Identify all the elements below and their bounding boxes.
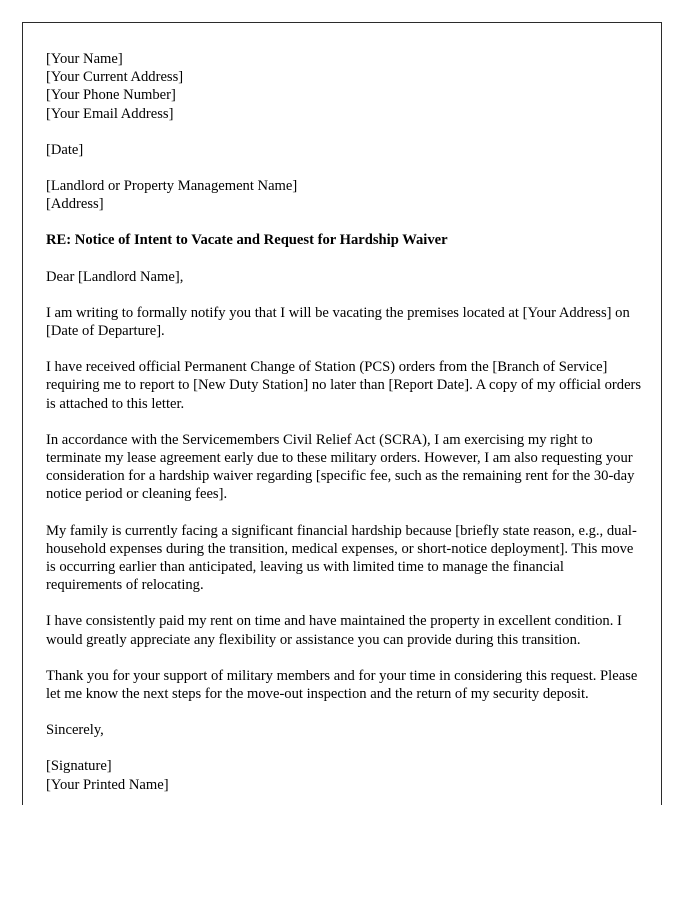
recipient-name: [Landlord or Property Management Name] bbox=[46, 178, 298, 195]
signature-block bbox=[46, 757, 643, 793]
body-paragraph-5: I have consistently paid my rent on time and have maintained the property in excellent condition. I would greatly appreciate any flexibility or assistance you can provide during this transition. bbox=[46, 613, 622, 648]
sender-address-block bbox=[46, 50, 643, 123]
body-paragraph-2: I have received official Permanent Change of Station (PCS) orders from the [Branch of Service] requiring me to report to [New Duty Station] no later than [Report Date]. A copy of my official orders is attached to this letter. bbox=[46, 359, 642, 412]
sender-email: [Your Email Address] bbox=[46, 105, 174, 122]
sender-phone: [Your Phone Number] bbox=[46, 87, 176, 104]
body-paragraph-6: Thank you for your support of military members and for your time in considering this request. Please let me know the next steps for the move-out inspection and the return of my security deposit. bbox=[46, 667, 638, 703]
letter-body bbox=[46, 50, 643, 794]
sender-name: [Your Name] bbox=[46, 51, 123, 67]
signature-placeholder: [Signature] bbox=[46, 758, 112, 775]
salutation-line: Dear [Landlord Name], bbox=[46, 268, 184, 285]
date-block bbox=[46, 141, 643, 159]
recipient-address: [Address] bbox=[46, 196, 104, 213]
body-paragraph-4: My family is currently facing a significant financial hardship because [briefly state reason, e.g., dual-household expenses during the transition, medical expenses, or short-notice deployment]. This move is occurring earlier than anticipated, leaving us with limited time to manage the financial requirements of relocating. bbox=[46, 522, 637, 594]
recipient-address-block bbox=[46, 177, 643, 213]
letter-date: [Date] bbox=[46, 141, 84, 158]
subject-line: RE: Notice of Intent to Vacate and Request for Hardship Waiver bbox=[46, 232, 448, 249]
sender-address: [Your Current Address] bbox=[46, 69, 184, 86]
closing-valediction: Sincerely, bbox=[46, 722, 104, 739]
body-paragraph-1: I am writing to formally notify you that I will be vacating the premises located at [Your Address] on [Date of Departure]. bbox=[46, 304, 630, 340]
body-paragraph-3: In accordance with the Servicemembers Civil Relief Act (SCRA), I am exercising my right to terminate my lease agreement early due to these military orders. However, I am also requesting your consideration for a hardship waiver regarding [specific fee, such as the remaining rent for the 30-day notice period or cleaning fees]. bbox=[46, 431, 635, 503]
printed-name-placeholder: [Your Printed Name] bbox=[46, 776, 169, 793]
